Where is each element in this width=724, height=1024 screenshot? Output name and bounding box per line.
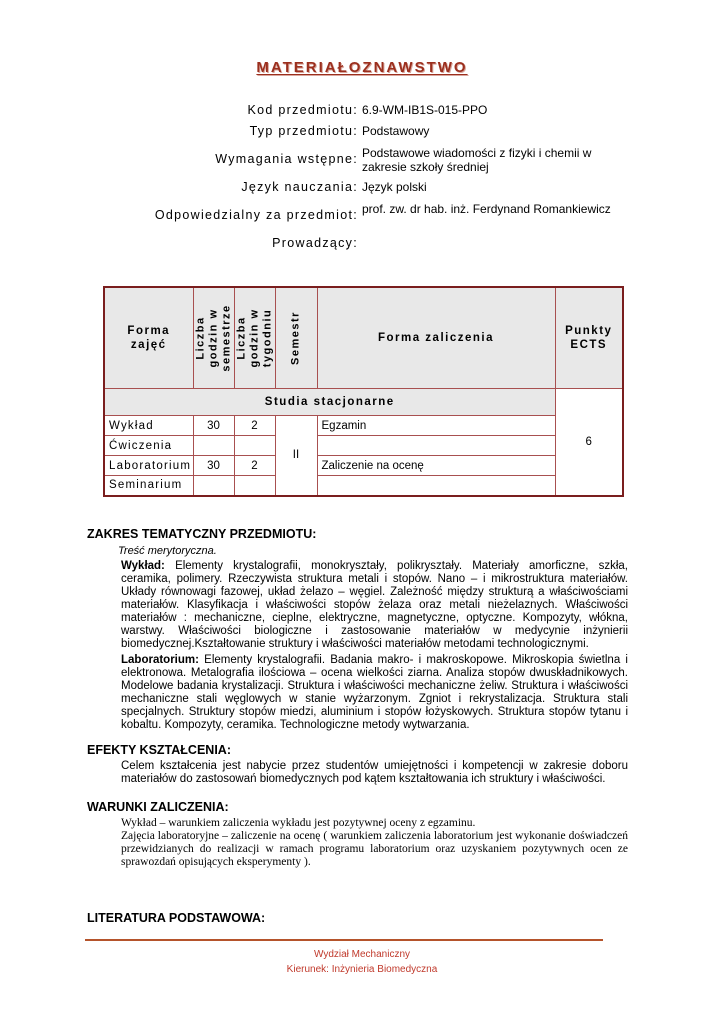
header-forma-zaliczenia: Forma zaliczenia: [317, 287, 555, 389]
table-row: [104, 456, 623, 476]
wyklad-text: Elementy krystalografii, monokryształy, polikryształy. Materiały amorficzne, szkła, ceramika, polimery. Rzeczywista struktura metali i stopów. Nano – i mikrostruktura materiałów. Układy równowagi fazowej, układ żelazo – węgiel. Zależność między strukturą a właściwościami materiałów. Klasyfikacja i właściwości stopów żelaza oraz metali nieżelaznych. Właściwości materiałów : mechaniczne, cieplne, elektryczne, magnetyczne, optyczne. Kompozyty, włókna, warstwy. Właściwości biologiczne i zastosowanie materiałów w medycynie inżynierii biomedycznej.Kształtowanie struktury i właściwości materiałów metodami technologicznymi.: [121, 560, 628, 650]
warunki-heading: WARUNKI ZALICZENIA:: [87, 800, 229, 814]
row-godzin-tydzien: [234, 476, 275, 496]
document-title: MATERIAŁOZNAWSTWO: [256, 59, 468, 76]
footer-faculty: Wydział Mechaniczny: [313, 949, 411, 960]
table-header-row: [104, 287, 623, 389]
table-section-row: [104, 389, 623, 416]
row-godzin-semestr: 30: [193, 416, 234, 436]
row-zaliczenie: [317, 436, 555, 456]
table-row: [104, 416, 623, 436]
meta-value: prof. zw. dr hab. inż. Ferdynand Romankiewicz: [362, 202, 611, 216]
meta-label: Odpowiedzialny za przedmiot:: [154, 208, 358, 222]
meta-label: Prowadzący:: [272, 236, 358, 250]
row-godzin-tydzien: 2: [234, 456, 275, 476]
lab-text: Elementy krystalografii. Badania makro- i makroskopowe. Mikroskopia świetlna i elektronowa. Metalografia ilościowa – ocena wielkości ziarna. Analiza stopów dwuskładnikowych. Modelowe badania krystalizacji. Struktura i właściwości mechaniczne żeliw. Struktura i właściwości mechaniczne stali węglowych w stanie wyżarzonym. Zgniot i rekrystalizacja. Struktura stali specjalnych. Struktury stopów miedzi, aluminium i stopów łożyskowych. Struktura stopów tytanu i kobaltu. Kompozyty, ceramika. Technologiczne metody wytwarzania.: [121, 654, 628, 731]
wyklad-label: Wykład:: [121, 560, 165, 572]
row-forma: Wykład: [104, 416, 193, 436]
row-godzin-semestr: [193, 476, 234, 496]
efekty-heading: EFEKTY KSZTAŁCENIA:: [87, 743, 231, 757]
meta-value: 6.9-WM-IB1S-015-PPO: [362, 103, 488, 117]
row-forma: Ćwiczenia: [104, 436, 193, 456]
ects-value: 6: [555, 389, 623, 496]
meta-label: Wymagania wstępne:: [215, 152, 358, 166]
meta-value: Podstawowe wiadomości z fizyki i chemii w zakresie szkoły średniej: [362, 146, 592, 174]
header-godzin-tydzien: [234, 287, 275, 389]
header-forma-zajec: Forma zajęć: [104, 287, 193, 389]
wyklad-paragraph: [121, 560, 628, 651]
meta-label: Typ przedmiotu:: [249, 124, 358, 138]
footer-program: Kierunek: Inżynieria Biomedyczna: [286, 964, 438, 975]
literatura-heading: LITERATURA PODSTAWOWA:: [87, 911, 266, 925]
semester-value: II: [275, 416, 317, 496]
header-semestr-text: Semestr: [289, 311, 302, 365]
header-ects: Punkty ECTS: [555, 287, 623, 389]
row-zaliczenie: Egzamin: [317, 416, 555, 436]
header-godzin-tydzien-text: Liczba godzin w tygodniu: [235, 308, 273, 368]
row-godzin-tydzien: 2: [234, 416, 275, 436]
row-godzin-tydzien: [234, 436, 275, 456]
meta-label: Język nauczania:: [241, 180, 358, 194]
table-row: [104, 476, 623, 496]
zakres-subheading: Treść merytoryczna.: [118, 545, 217, 557]
header-godzin-semestr-text: Liczba godzin w semestrze: [194, 304, 232, 372]
header-semestr: [275, 287, 317, 389]
warunki-line-1: Wykład – warunkiem zaliczenia wykładu jest pozytywnej oceny z egzaminu.: [121, 817, 476, 829]
row-forma: Seminarium: [104, 476, 193, 496]
meta-label: Kod przedmiotu:: [247, 103, 358, 117]
row-godzin-semestr: 30: [193, 456, 234, 476]
footer-rule: [85, 939, 603, 941]
warunki-line-2: Zajęcia laboratoryjne – zaliczenie na ocenę ( warunkiem zaliczenia laboratorium jest wykonanie doświadczeń przewidzianych do realizacji w ramach programu laboratorium oraz uzyskaniem pozytywnych ocen ze sprawozdań opisujących eksperymenty ).: [121, 830, 628, 868]
row-godzin-semestr: [193, 436, 234, 456]
table-row: [104, 436, 623, 456]
lab-paragraph: [121, 654, 628, 732]
row-zaliczenie: [317, 476, 555, 496]
header-godzin-semestr: [193, 287, 234, 389]
zakres-heading: ZAKRES TEMATYCZNY PRZEDMIOTU:: [87, 527, 317, 541]
lab-label: Laboratorium:: [121, 654, 199, 666]
section-studia-stacjonarne: Studia stacjonarne: [104, 389, 555, 416]
efekty-text: Celem kształcenia jest nabycie przez studentów umiejętności i kompetencji w zakresie doboru materiałów do zastosowań biomedycznych pod kątem kształtowania ich struktury i właściwości.: [121, 760, 628, 785]
row-forma: Laboratorium: [104, 456, 193, 476]
meta-value: Język polski: [362, 180, 427, 194]
meta-value: Podstawowy: [362, 124, 430, 138]
course-hours-table: [103, 286, 624, 497]
row-zaliczenie: Zaliczenie na ocenę: [317, 456, 555, 476]
